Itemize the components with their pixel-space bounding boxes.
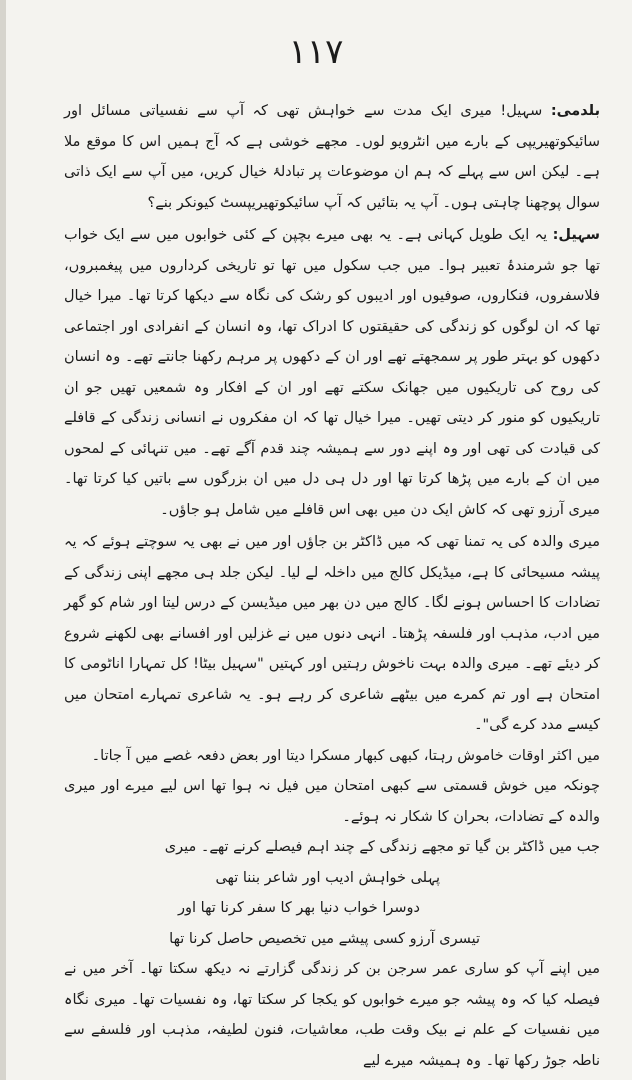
paragraph-decisions bbox=[64, 832, 600, 863]
speaker-label: سہیل: bbox=[552, 227, 600, 243]
list-item: تیسری آرزو کسی پیشے میں تخصیص حاصل کرنا تھا bbox=[169, 930, 480, 947]
paragraph-text: میں اکثر اوقات خاموش رہتا، کبھی کبھار مسکرا دیتا اور بعض دفعہ غصے میں آ جاتا۔ bbox=[91, 747, 600, 764]
paragraph-text: جب میں ڈاکٹر بن گیا تو مجھے زندگی کے چند اہم فیصلے کرنے تھے۔ میری bbox=[164, 839, 600, 855]
paragraph-text: چونکہ میں خوش قسمتی سے کبھی امتحان میں فیل نہ ہوا تھا اس لیے میرے اور میری والدہ کے تضادات، بحران کا شکار نہ ہوئے۔ bbox=[64, 778, 600, 825]
list-item: دوسرا خواب دنیا بھر کا سفر کرنا تھا اور bbox=[178, 900, 420, 916]
list-item: پہلی خواہش ادیب اور شاعر بننا تھی bbox=[215, 869, 440, 886]
paragraph-psychology-choice bbox=[64, 954, 600, 1076]
page-edge-shadow bbox=[0, 0, 6, 1080]
paragraph-silence bbox=[64, 741, 600, 772]
paragraph-text: سہیل! میری ایک مدت سے خواہش تھی کہ آپ سے نفسیاتی مسائل اور سائیکوتھیریپی کے بارے میں انٹرویو لوں۔ مجھے خوشی ہے کہ آج ہمیں اس کا موقع ملا ہے۔ لیکن اس سے پہلے کہ ہم ان موضوعات پر تبادلۂ خیال کریں، میں آپ سے ایک ذاتی سوال پوچھنا چاہتی ہوں۔ آپ یہ بتائیں کہ آپ سائیکوتھیریپسٹ کیونکر بنے؟ bbox=[64, 103, 600, 211]
page-body bbox=[64, 96, 600, 1076]
paragraph-sohail-answer bbox=[64, 220, 600, 525]
wishes-list bbox=[64, 863, 600, 955]
paragraph-text: میں اپنے آپ کو ساری عمر سرجن بن کر زندگی گزارتے نہ دیکھ سکتا تھا۔ آخر میں نے فیصلہ کیا کہ وہ پیشہ جو میرے خوابوں کو یکجا کر سکتا تھا، وہ نفسیات تھا۔ میری نگاہ میں نفسیات کے علم نے بیک وقت طب، معاشیات، فنون لطیفہ، مذہب اور فلسفے سے ناطہ جوڑ رکھا تھا۔ وہ ہمیشہ میرے لیے bbox=[64, 961, 600, 1069]
speaker-label: بلدمی: bbox=[550, 103, 601, 119]
paragraph-text: میری والدہ کی یہ تمنا تھی کہ میں ڈاکٹر بن جاؤں اور میں نے بھی یہ سوچتے ہوئے کہ یہ پیشہ مسیحائی کا ہے، میڈیکل کالج میں داخلہ لے لیا۔ لیکن جلد ہی مجھے اپنی زندگی کے تضادات کا احساس ہونے لگا۔ کالج میں دن بھر میں میڈیسن کے درس لیتا اور شام کو گھر میں ادب، مذہب اور فلسفہ پڑھتا۔ انہی دنوں میں نے غزلیں اور افسانے بھی لکھنے شروع کر دیئے تھے۔ میری والدہ بہت ناخوش رہتیں اور کہتیں "سہیل بیٹا! کل تمہارا اناٹومی کا امتحان ہے اور تم کمرے میں بیٹھے شاعری کر رہے ہو۔ یہ شاعری تمہارے امتحان میں کیسے مدد کرے گی"۔ bbox=[64, 534, 600, 733]
paragraph-exams bbox=[64, 771, 600, 832]
paragraph-text: یہ ایک طویل کہانی ہے۔ یہ بھی میرے بچپن کے کئی خوابوں میں سے ایک خواب تھا جو شرمندۂ تعبیر ہوا۔ میں جب سکول میں تھا تو تاریخی کرداروں میں پیغمبروں، فلاسفروں، فنکاروں، صوفیوں اور ادیبوں کو رشک کی نگاہ سے دیکھا کرتا تھا۔ میرا خیال تھا کہ ان لوگوں کو زندگی کی حقیقتوں کا ادراک تھا، وہ انسان کے انفرادی اور اجتماعی دکھوں کو بہتر طور پر سمجھتے تھے اور ان کے دکھوں پر مرہم رکھنا جانتے تھے۔ وہ انسان کی روح کی تاریکیوں میں جھانک سکتے تھے اور ان کے افکار وہ شمعیں تھیں جو ان تاریکیوں کو منور کر دیتی تھیں۔ میرا خیال تھا کہ ان مفکروں نے انسانی زندگی کے قافلے کی قیادت کی تھی اور وہ اپنے دور سے ہمیشہ چند قدم آگے تھے۔ میں تنہائی کے لمحوں میں ان کے بارے میں پڑھا کرتا تھا اور دل ہی دل میں ان بزرگوں سے باتیں کیا کرتا تھا۔ میری آرزو تھی کہ کاش ایک دن میں بھی اس قافلے میں شامل ہو جاؤں۔ bbox=[64, 227, 600, 518]
paragraph-mother-wish bbox=[64, 527, 600, 741]
paragraph-interviewer-question bbox=[64, 96, 600, 218]
page-number: ۱۱۷ bbox=[288, 32, 344, 72]
